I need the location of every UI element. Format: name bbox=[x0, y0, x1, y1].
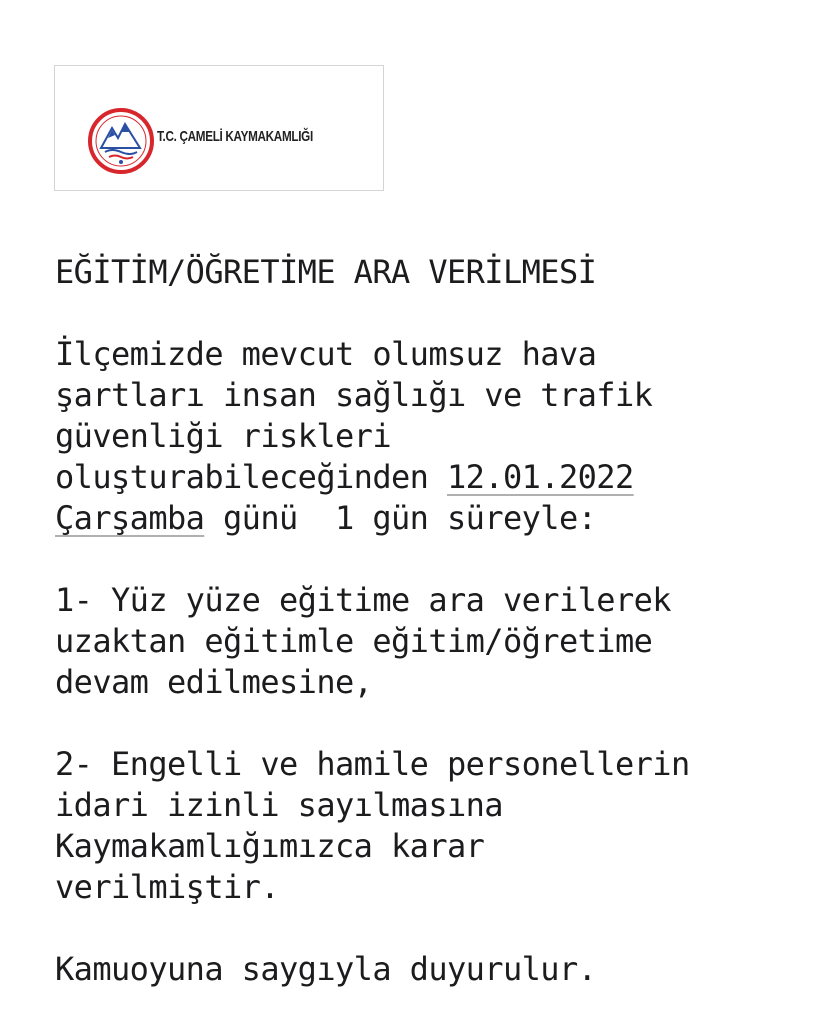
date-link[interactable]: 12.01.2022 bbox=[446, 458, 634, 496]
intro-line: şartları insan sağlığı ve trafik bbox=[55, 376, 653, 414]
intro-line: güvenliği riskleri bbox=[55, 417, 391, 455]
spacer bbox=[55, 293, 815, 334]
item-1-line: uzaktan eğitimle eğitim/öğretime bbox=[55, 622, 653, 660]
spacer bbox=[55, 539, 815, 580]
item-2-line: Kaymakamlığımızca karar bbox=[55, 827, 485, 865]
intro-line: İlçemizde mevcut olumsuz hava bbox=[55, 335, 597, 373]
day-link[interactable]: Çarşamba bbox=[55, 499, 205, 537]
spacer bbox=[55, 908, 815, 949]
intro-text: günü 1 gün süreyle: bbox=[204, 499, 597, 537]
closing-line: Kamuoyuna saygıyla duyurulur. bbox=[55, 950, 597, 988]
cameli-district-emblem-icon bbox=[88, 108, 154, 174]
item-1-line: devam edilmesine, bbox=[55, 663, 373, 701]
logo-banner bbox=[54, 65, 384, 191]
item-1-line: 1- Yüz yüze eğitime ara verilerek bbox=[55, 581, 671, 619]
notice-body bbox=[55, 252, 815, 990]
organization-name: T.C. ÇAMELİ KAYMAKAMLIĞI bbox=[157, 128, 313, 145]
item-2-line: 2- Engelli ve hamile personellerin bbox=[55, 745, 690, 783]
spacer bbox=[55, 703, 815, 744]
intro-text: oluşturabileceğinden bbox=[55, 458, 447, 496]
item-2-line: verilmiştir. bbox=[55, 868, 279, 906]
notice-title: EĞİTİM/ÖĞRETİME ARA VERİLMESİ bbox=[55, 253, 597, 291]
item-2-line: idari izinli sayılmasına bbox=[55, 786, 503, 824]
intro-line-with-day bbox=[55, 498, 815, 539]
intro-line-with-date bbox=[55, 457, 815, 498]
